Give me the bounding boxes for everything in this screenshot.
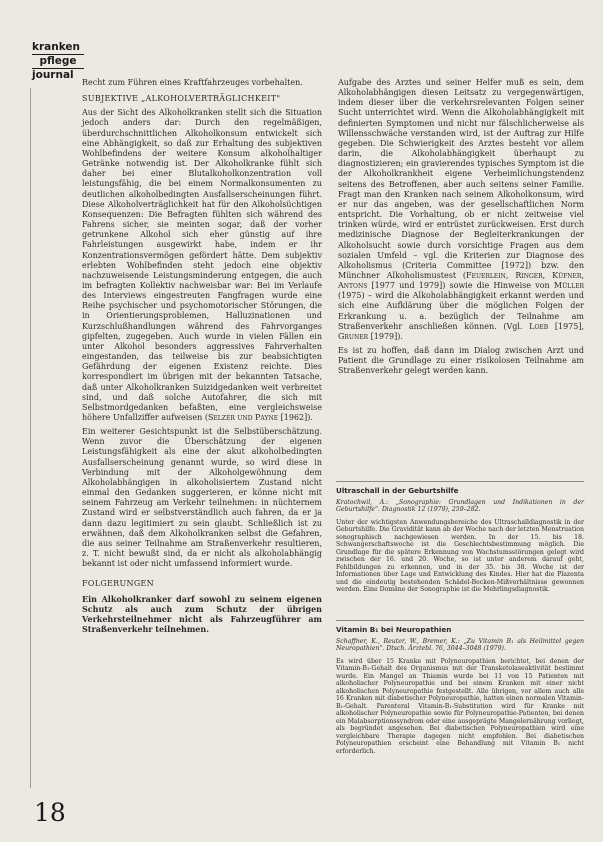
page-number: 18 (34, 798, 66, 827)
margin-rule (30, 88, 31, 788)
journal-logo (32, 42, 84, 81)
logo-line-kranken: kranken (32, 42, 84, 55)
paragraph: Ein weiterer Gesichtspunkt ist die Selbstüberschätzung. Wenn zuvor die Überschätzung der eigenen Leistungsfähigkeit als eine der akut alkoholbedingten Ausfallserscheinung genannt wurde, so wird diese in Verbindung mit der Alkoholgewöhnung dem Alkoholabhängigen in alkoholisiertem Zustand nicht einmal den Gedanken suggerieren, er könne nicht mit seinem Fahrzeug am Verkehr teilnehmen: in nüchternem Zustand wird er selbstverständlich auch fahren, da er ja dann dazu legitimiert zu sein glaubt. Schließlich ist zu erwähnen, daß dem Alkoholkranken selbst die Gefahren, die aus seiner Teilnahme am Straßenverkehr resultieren, z. T. nicht bewußt sind, da er nicht als alkoholabhängig bekannt ist oder nicht umfassend informiert wurde. (82, 427, 322, 569)
paragraph-text: [1962]). (278, 413, 313, 422)
paragraph-text: [1975], (548, 321, 584, 331)
citation-author: Selzer und Payne (207, 413, 279, 422)
text-column-right (338, 78, 584, 377)
heading-folgerungen: FOLGERUNGEN (82, 579, 154, 589)
paragraph (82, 108, 322, 423)
paragraph-text: [1977 und 1979]) sowie die Hinweise von (367, 281, 554, 291)
abstract-body: Unter der wichtigsten Anwendungsbereiche des Ultraschalldiagnostik in der Geburtshilfe. Die Gravidität kann ab der Woche nach der letzten Menstruation sonographisch nachgewiesen werden. In der 15. bis 18. Schwangerschaftswoche ist die Geschlechtsbestimmung möglich. Die Grundlage für die spätere Erkennung von Wachstumsstörungen gelegt wird zwischen der 16. und 20. Woche, so ist unter anderem darauf geht, Fehlbildungen zu erkennen, und in der 35. bis 38. Woche ist der Informationen über Lage und Entwicklung des Kindes. Hier hat die Plazenta und die eindeutig bestehenden Schädel-Becken-Mißverhältnisse gewonnen werden. Eine Domäne der Sonographie ist die Mehrlingsdiagnostik. (336, 518, 584, 593)
citation-author: Feuerlein, Ringer, Küfner, Antons (338, 270, 584, 291)
abstract-title: Vitamin B₁ bei Neuropathien (336, 625, 452, 634)
abstract-citation: Schaffner, K., Reuter, W., Bremer, K.: „Zu Vitamin B₁ als Heilmittel gegen Neuropathien". Dtsch. Ärztebl. 76, 3044–3048 (1979). (336, 637, 584, 652)
abstract-body: Es wird über 15 Kranke mit Polyneuropathien berichtet, bei denen der Vitamin-B₁-Gehalt des Organismus mit der Transketolaseaktivität bestimmt wurde. Ein Mangel an Thiamin wurde bei 11 von 15 Patienten mit alkoholischer Polyneuropathie und bei einem Kranken mit einer nicht alkoholischen Polyneuropathie festgestellt. Alle übrigen, vor allem auch alle 16 Kranken mit diabetischer Polyneuropathie, hatten einen normalen Vitamin-B₁-Gehalt. Parenteral Vitamin-B₁-Substitution wird für Kranke mit alkoholischer Polyneuropathie sowie für Polyneuropathie-Patienten, bei denen ein Malabsorptionssyndrom oder eine ausgeprägte Mangelernährung vorliegt, als begründet angesehen. Bei diabetischen Polyneuropathien wird eine vergleichbare Therapie dagegen nicht empfohlen. Bei diabetischen Polyneuropathien erscheint eine Behandlung mit Vitamin B₁ nicht erforderlich. (336, 657, 584, 755)
text-column-left (82, 78, 322, 634)
citation-author: Müller (553, 281, 584, 291)
heading-subjektive: SUBJEKTIVE „ALKOHOLVERTRÄGLICHKEIT" (82, 94, 281, 104)
paragraph-text: (1975) – wird die Alkoholabhängigkeit erkannt werden und sich eine Aufklärung über die möglichen Folgen der Erkrankung u. a. bezüglich der Teilnahme am Straßenverkehr anschließen können. (Vgl. (338, 291, 584, 331)
logo-line-pflege: pflege (32, 55, 84, 69)
logo-line-journal: journal (32, 69, 74, 81)
abstract-title: Ultraschall in der Geburtshilfe (336, 486, 459, 495)
abstract-citation: Kratochwil, A.: „Sonographie: Grundlagen und Indikationen in der Geburtshilfe". Diagnostik 12 (1979), 259–282. (336, 498, 584, 513)
paragraph (338, 78, 584, 342)
paragraph: Es ist zu hoffen, daß dann im Dialog zwischen Arzt und Patient die Grundlage zu einer risikolosen Teilnahme am Straßenverkehr gelegt werden kann. (338, 346, 584, 376)
abstract-box-vitamin (336, 620, 584, 755)
paragraph-text: Aufgabe des Arztes und seiner Helfer muß es sein, dem Alkoholabhängigen diesen Leitsatz zu vergegenwärtigen, indem dieser über die verkehrsrelevanten Folgen seiner Sucht unterrichtet wird. Wenn die Alkoholabhängigkeit mit definierten Symptomen und nicht nur fälschlicherweise als Willensschwäche verstanden wird, ist der Auftrag zur Hilfe gegeben. Die Schwierigkeit des Arztes besteht vor allem darin, die Alkoholabhängigkeit überhaupt zu diagnostizieren; ein gravierendes typisches Symptom ist die der Alkoholkrankheit eigene Verheimlichungstendenz seitens des Betroffenen, aber auch seitens seiner Familie. Fragt man den Kranken nach seinem Alkoholkonsum, wird er nur das angeben, was der gesellschaftlichen Norm entspricht. Die Vorhaltung, ob er nicht zeitweise viel trinken würde, wird er entrüstet zurückweisen. Erst durch medizinische Diagnose der Begleiterkrankungen der Alkoholsucht sowie durch vorsichtige Fragen aus dem sozialen Umfeld – vgl. die Kriterien zur Diagnose des Alkoholismus (Criteria Committee [1972]) bzw. den Münchner Alkoholismustest ( (338, 78, 584, 280)
paragraph-text: Aus der Sicht des Alkoholkranken stellt sich die Situation jedoch anders dar: Durch den regelmäßigen, überdurchschnittlichen Alkoholkonsum entwickelt sich eine Abhängigkeit, so daß zur Erhaltung des subjektiven Wohlbefindens der weitere Konsum alkoholhaltiger Getränke notwendig ist. Der Alkoholkranke fühlt sich daher bei einer Blutalkoholkonzentration voll leistungsfähig, die bei einem Normalkonsumenten zu deutlichen alkoholbedingten Ausfallserscheinungen führt. Diese Alkoholverträglichkeit hat für den Alkoholsüchtigen Konsequenzen: Die Befragten fühlten sich während des Fahrens sicher, sie meinten sogar, daß der vorher getrunkene Alkohol sich eher günstig auf ihre Fahrleistungen ausgewirkt habe, indem er ihr Konzentrationsvermögen gefördert hätte. Dem subjektiv erlebten Wohlbefinden steht jedoch eine objektiv nachzuweisende Leistungsminderung entgegen, die auch im befragten Kollektiv nachweisbar war: Bei im Verlaufe des Interviews eingestreuten Fangfragen wurde eine Reihe psychischer und psychomotorischer Störungen, die in Orientierungsproblemen, Halluzinationen und Kurzschlußhandlungen während des Fahrvorganges gipfelten, zugegeben. Auch wurde in vielen Fällen ein unter Alkohol besonders aggressives Fahrverhalten eingestanden, das teilweise bis zur beabsichtigten Gefährdung der eigenen Existenz reichte. Dies korrespondiert im übrigen mit der bekannten Tatsache, daß unter Alkoholkranken Suizidgedanken weit verbreitet sind, und daß solche Autofahrer, die sich mit Selbstmordgedanken befaßten, eine vergleichsweise höhere Unfallziffer aufweisen ( (82, 108, 322, 422)
intro-text: Recht zum Führen eines Kraftfahrzeuges vorbehalten. (82, 78, 303, 87)
citation-author: Gruner (338, 331, 369, 341)
conclusion-paragraph: Ein Alkoholkranker darf sowohl zu seinem eigenen Schutz als auch zum Schutz der übrigen Verkehrsteilnehmer nicht als Fahrzeugführer am Straßenverkehr teilnehmen. (82, 593, 322, 634)
paragraph-text: [1979]). (368, 331, 403, 341)
citation-author: Loeb (529, 321, 549, 331)
abstract-box-ultraschall (336, 481, 584, 594)
